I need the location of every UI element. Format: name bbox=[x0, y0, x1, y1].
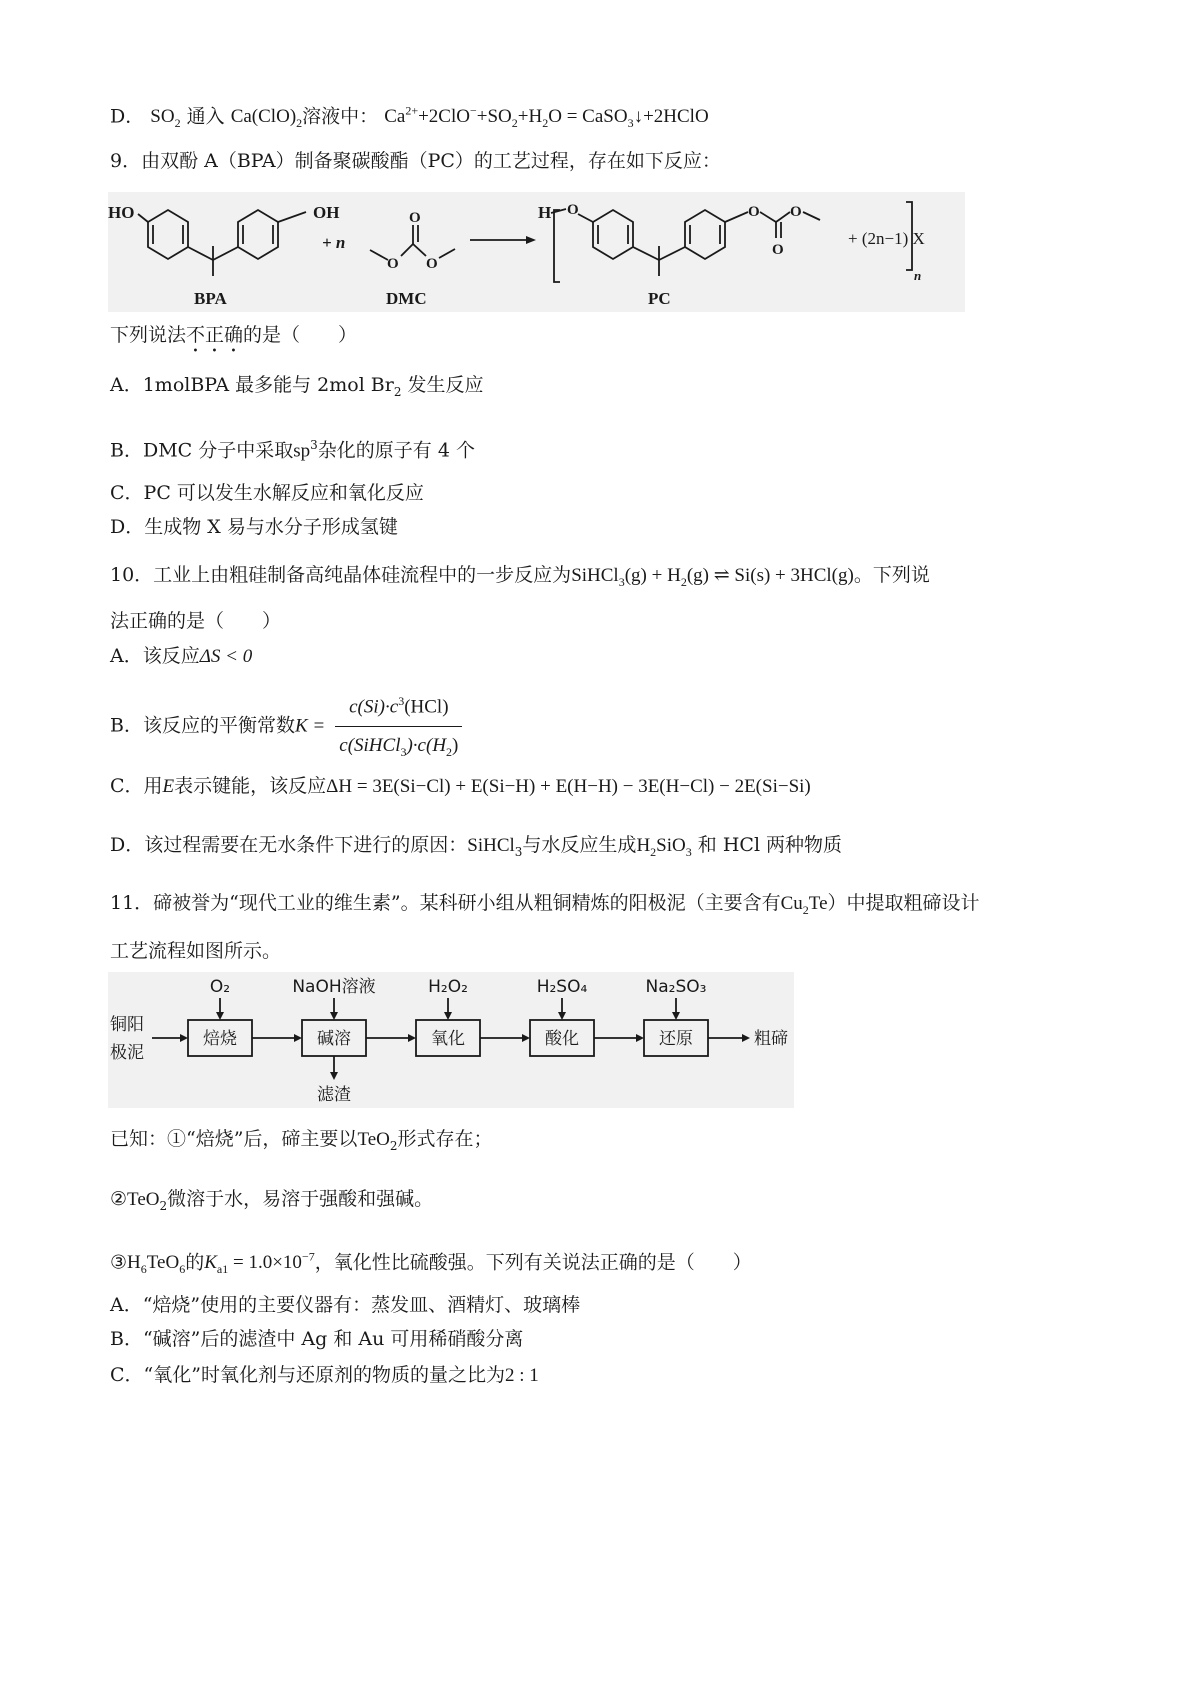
pc-n: n bbox=[914, 268, 922, 283]
flow-step-oxidize: 氧化 bbox=[431, 1029, 465, 1049]
pc-o2: O bbox=[748, 204, 760, 220]
q11-stem: 11．碲被誉为“现代工业的维生素”。某科研小组从粗铜精炼的阳极泥（主要含有$Cu_2Te$）中提取粗碲设计 bbox=[110, 892, 980, 917]
bpa-label: BPA bbox=[194, 289, 227, 308]
flow-step-reduce: 还原 bbox=[659, 1029, 693, 1049]
q11-known-2: ②TeO$_2$微溶于水，易溶于强酸和强碱。 bbox=[110, 1188, 434, 1213]
byproduct-x: + (2n−1) X bbox=[848, 229, 925, 248]
flow-output: 粗碲 bbox=[754, 1029, 788, 1049]
flow-reagent-h2so4: H₂SO₄ bbox=[536, 977, 588, 997]
q11-known-3: $③H_6TeO_6$的$K_{a1} = 1.0\times 10^{-7}$，氧化性比硫酸强。下列有关说法正确的是（ ） bbox=[110, 1250, 752, 1277]
dmc-o3: O bbox=[426, 256, 438, 272]
flow-input-line1: 铜阳 bbox=[110, 1015, 144, 1035]
dmc-structure bbox=[370, 225, 455, 260]
q11-known-1: 已知：①“焙烧”后，碲主要以TeO$_2$形式存在； bbox=[110, 1128, 493, 1153]
q9-option-c: C．PC 可以发生水解反应和氧化反应 bbox=[110, 482, 424, 504]
flow-reagent-h2o2: H₂O₂ bbox=[428, 977, 468, 997]
q10-option-c: C．用E表示键能，该反应ΔH = 3E(Si−Cl) + E(Si−H) + E(H−H) − 3E(H−Cl) − 2E(Si−Si) bbox=[110, 775, 811, 797]
flow-reagent-o2: O₂ bbox=[209, 977, 231, 997]
q11-option-c: C．“氧化”时氧化剂与还原剂的物质的量之比为2 : 1 bbox=[110, 1364, 539, 1386]
reaction-arrow bbox=[526, 236, 536, 244]
flow-step-alkali: 碱溶 bbox=[317, 1029, 351, 1049]
q9-option-b: B．DMC 分子中采取$sp^3$杂化的原子有 4 个 bbox=[110, 438, 475, 462]
q9-option-d: D．生成物 X 易与水分子形成氢键 bbox=[110, 516, 398, 538]
q10-option-a: A．该反应ΔS < 0 bbox=[110, 645, 253, 667]
dmc-label: DMC bbox=[386, 289, 427, 308]
q10-stem: 10．工业上由粗硅制备高纯晶体硅流程中的一步反应为SiHCl$_3$(g) + $H_2(g)$ ⇌ Si(s) + 3HCl(g)。下列说 bbox=[110, 564, 930, 589]
flow-step-roast: 焙烧 bbox=[203, 1029, 237, 1049]
pc-h: H bbox=[538, 203, 552, 222]
pc-left-bracket bbox=[554, 210, 560, 282]
flow-step-acidify: 酸化 bbox=[545, 1029, 579, 1049]
q9-stem: 9．由双酚 A（BPA）制备聚碳酸酯（PC）的工艺过程，存在如下反应： bbox=[110, 150, 721, 172]
equilibrium-constant-fraction: $\frac{c(Si)\cdot c^3(HCl)}{c(SiHCl_3)\cdot c(H_2)}$ bbox=[335, 686, 462, 767]
flow-input-line2: 极泥 bbox=[110, 1043, 144, 1063]
bpa-structure bbox=[138, 210, 306, 276]
flow-reagent-na2so3: Na₂SO₃ bbox=[645, 977, 707, 997]
q11-option-b: B．“碱溶”后的滤渣中 Ag 和 Au 可用稀硝酸分离 bbox=[110, 1328, 524, 1350]
q8-option-d: D． $SO_2$ 通入 $Ca(ClO)_2$溶液中： $Ca^{2+}+2ClO^-+SO_2+H_2O$ = CaSO$_3$↓+2HClO bbox=[110, 104, 709, 131]
q9-option-a: A．1molBPA 最多能与 2mol $Br_2$ 发生反应 bbox=[110, 374, 484, 399]
bpa-ho-label: HO bbox=[108, 203, 135, 222]
flow-reagent-naoh: NaOH溶液 bbox=[292, 977, 376, 997]
pc-o4: O bbox=[772, 242, 784, 258]
pc-o1: O bbox=[567, 202, 579, 218]
n-coefficient: + n bbox=[322, 233, 346, 252]
bpa-oh-label: OH bbox=[313, 203, 340, 222]
q10-stem-line2: 法正确的是（ ） bbox=[110, 610, 282, 632]
pc-label: PC bbox=[648, 289, 671, 308]
q11-flowchart bbox=[108, 972, 794, 1108]
q11-stem-line2: 工艺流程如图所示。 bbox=[110, 940, 282, 962]
q9-question: 下列说法不正确的是（ ） bbox=[110, 324, 358, 346]
q10-option-b: B．该反应的平衡常数K = $\frac{c(Si)\cdot c^3(HCl)}{c(SiHCl_3)\cdot c(H_2)}$ bbox=[110, 686, 466, 767]
pc-o3: O bbox=[790, 204, 802, 220]
dmc-o2: O bbox=[409, 210, 421, 226]
flow-byproduct: 滤渣 bbox=[317, 1085, 351, 1105]
q11-option-a: A．“焙烧”使用的主要仪器有：蒸发皿、酒精灯、玻璃棒 bbox=[110, 1294, 581, 1316]
q10-option-d: D．该过程需要在无水条件下进行的原因：SiHCl$_3$与水反应生成$H_2SiO_3$ 和 HCl 两种物质 bbox=[110, 834, 843, 859]
q9-reaction-figure bbox=[108, 192, 965, 312]
dmc-o1: O bbox=[387, 256, 399, 272]
